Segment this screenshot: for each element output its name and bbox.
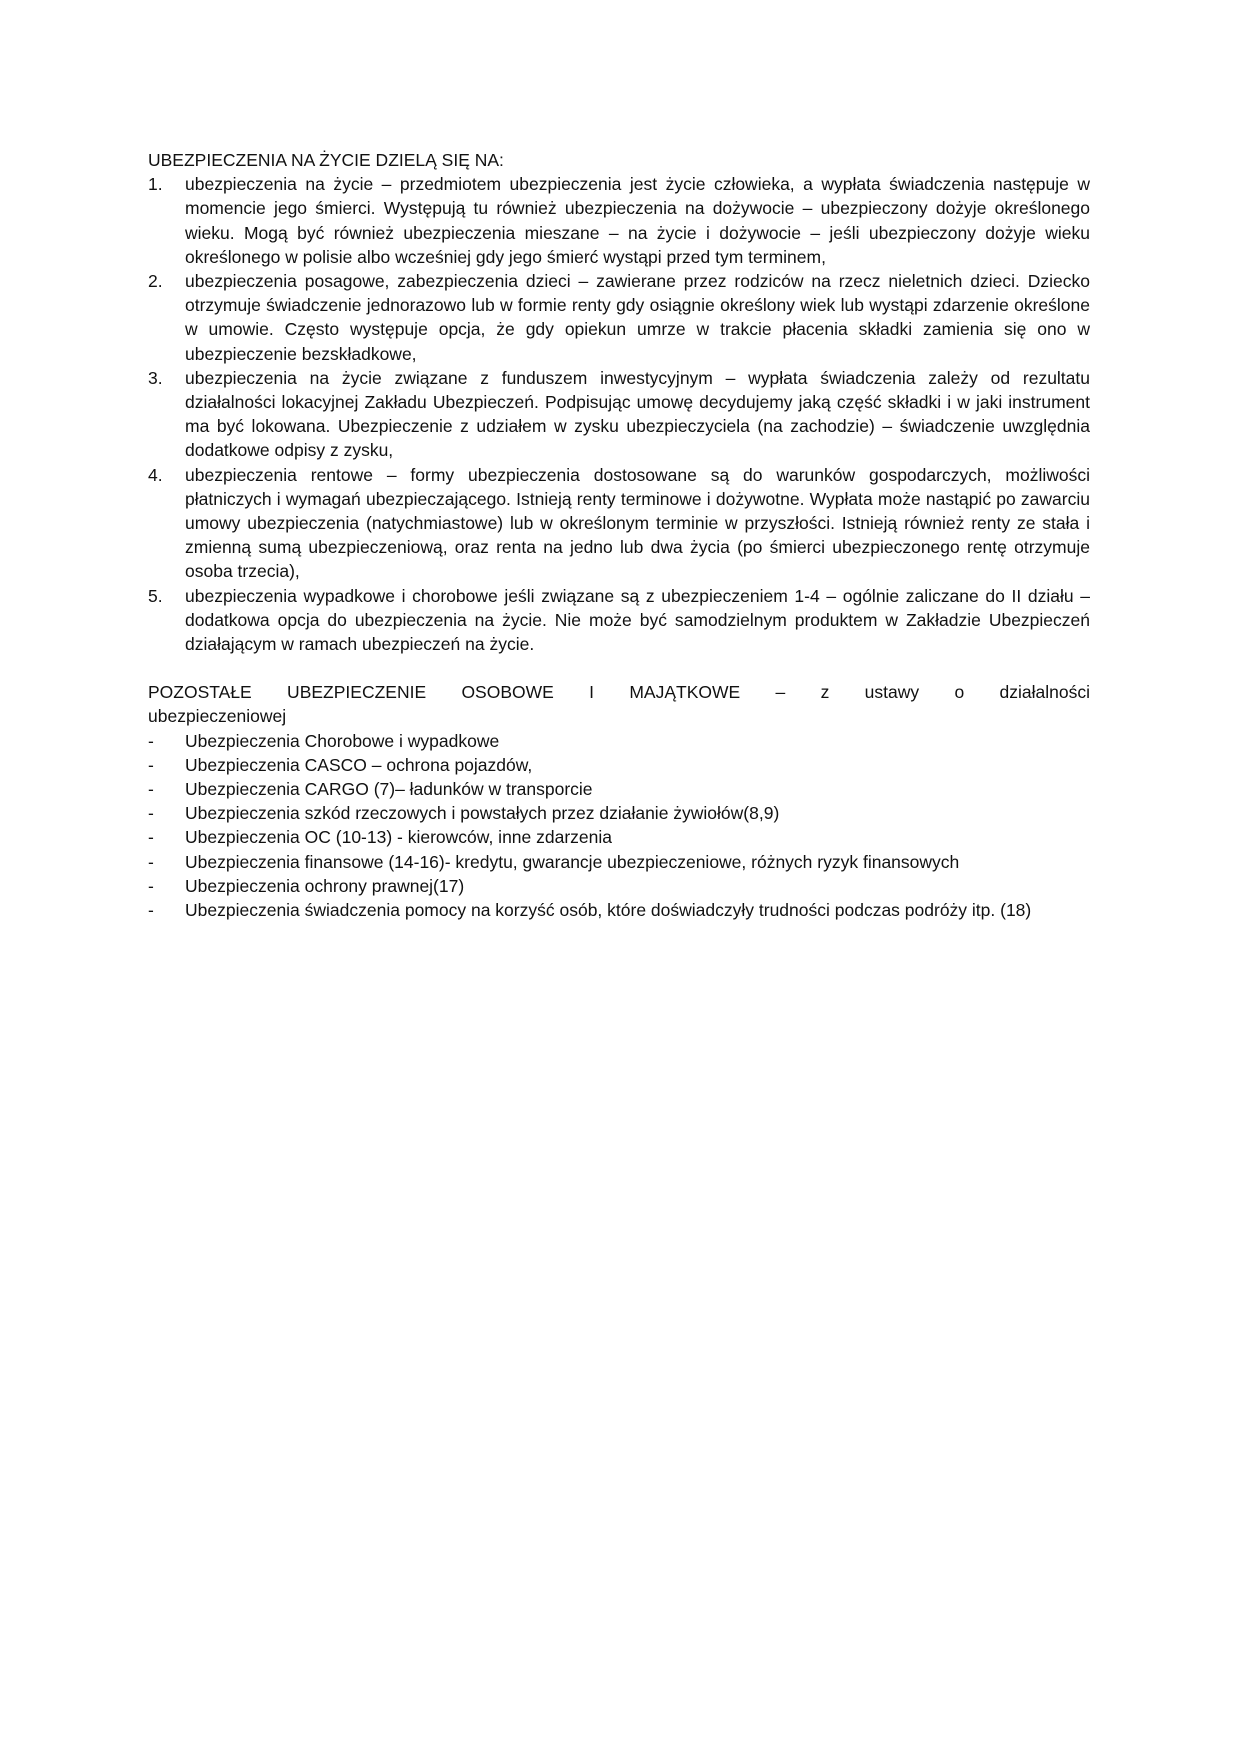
life-insurance-list <box>148 172 1090 656</box>
bullet-item-text: Ubezpieczenia OC (10-13) - kierowców, inne zdarzenia <box>185 827 613 848</box>
dash-bullet: - <box>148 803 154 824</box>
bullet-item-text: Ubezpieczenia CARGO (7)– ładunków w transporcie <box>185 779 593 800</box>
bullet-item-text: Ubezpieczenia Chorobowe i wypadkowe <box>185 730 500 751</box>
list-item-text: ubezpieczenia wypadkowe i chorobowe jeśli związane są z ubezpieczeniem 1-4 – ogólnie zaliczane do II działu – dodatkowa opcja do ubezpieczenia na życie. Nie może być samodzielnym produktem w Zakładzie Ubezpieczeń działającym w ramach ubezpieczeń na życie. <box>185 585 1090 655</box>
list-item-text: ubezpieczenia na życie – przedmiotem ubezpieczenia jest życie człowieka, a wypłata świadczenia następuje w momencie jego śmierci. Występują tu również ubezpieczenia na dożywocie – ubezpieczony dożyje określonego wieku. Mogą być również ubezpieczenia mieszane – na życie i dożywocie – jeśli ubezpieczony dożyje wieku określonego w polisie albo wcześniej gdy jego śmierć wystąpi przed tym terminem, <box>185 174 1090 267</box>
bullet-item-text: Ubezpieczenia ochrony prawnej(17) <box>185 875 465 896</box>
dash-bullet: - <box>148 851 154 872</box>
list-item <box>148 172 1090 269</box>
bullet-item <box>148 825 1090 849</box>
bullet-item <box>148 874 1090 898</box>
dash-bullet: - <box>148 900 154 921</box>
dash-bullet: - <box>148 827 154 848</box>
dash-bullet: - <box>148 754 154 775</box>
bullet-item <box>148 753 1090 777</box>
bullet-item-text: Ubezpieczenia świadczenia pomocy na korzyść osób, które doświadczyły trudności podczas podróży itp. (18) <box>185 900 1032 921</box>
list-item <box>148 463 1090 584</box>
dash-bullet: - <box>148 779 154 800</box>
section1-heading: UBEZPIECZENIA NA ŻYCIE DZIELĄ SIĘ NA: <box>148 150 504 170</box>
dash-bullet: - <box>148 875 154 896</box>
list-item-number: 1. <box>148 174 163 195</box>
list-item-text: ubezpieczenia na życie związane z funduszem inwestycyjnym – wypłata świadczenia zależy od rezultatu działalności lokacyjnej Zakładu Ubezpieczeń. Podpisując umowę decydujemy jaką część składki i w jaki instrument ma być lokowana. Ubezpieczenie z udziałem w zysku ubezpieczyciela (na zachodzie) – świadczenie uwzględnia dodatkowe odpisy z zysku, <box>185 367 1090 461</box>
section2 <box>148 680 1090 922</box>
list-item-number: 4. <box>148 464 163 485</box>
list-item-number: 3. <box>148 367 163 388</box>
section2-heading-continuation: ubezpieczeniowej <box>148 706 287 727</box>
bullet-item <box>148 801 1090 825</box>
list-item-text: ubezpieczenia posagowe, zabezpieczenia dzieci – zawierane przez rodziców na rzecz nieletnich dzieci. Dziecko otrzymuje świadczenie jednorazowo lub w formie renty gdy osiągnie określony wiek lub wystąpi zdarzenie określone w umowie. Często występuje opcja, że gdy opiekun umrze w trakcie płacenia składki zamienia się ono w ubezpieczenie bezskładkowe, <box>185 271 1090 364</box>
document-page <box>148 148 1090 922</box>
bullet-item <box>148 898 1090 922</box>
list-item-text: ubezpieczenia rentowe – formy ubezpieczenia dostosowane są do warunków gospodarczych, możliwości płatniczych i wymagań ubezpieczającego. Istnieją renty terminowe i dożywotne. Wypłata może nastąpić po zawarciu umowy ubezpieczenia (natychmiastowe) lub w określonym terminie w przyszłości. Istnieją również renty ze stała i zmienną sumą ubezpieczeniową, oraz renta na jedno lub dwa życia (po śmierci ubezpieczonego rentę otrzymuje osoba trzecia), <box>185 464 1090 582</box>
other-insurance-list <box>148 729 1090 923</box>
bullet-item <box>148 729 1090 753</box>
list-item <box>148 366 1090 463</box>
bullet-item-text: Ubezpieczenia CASCO – ochrona pojazdów, <box>185 754 533 775</box>
bullet-item <box>148 777 1090 801</box>
section2-heading: POZOSTAŁE UBEZPIECZENIE OSOBOWE I MAJĄTKOWE – z ustawy o działalności <box>148 682 1090 703</box>
list-item <box>148 584 1090 657</box>
bullet-item <box>148 850 1090 874</box>
bullet-item-text: Ubezpieczenia finansowe (14-16)- kredytu, gwarancje ubezpieczeniowe, różnych ryzyk finansowych <box>185 851 960 872</box>
list-item-number: 2. <box>148 271 163 292</box>
bullet-item-text: Ubezpieczenia szkód rzeczowych i powstałych przez działanie żywiołów(8,9) <box>185 803 780 824</box>
dash-bullet: - <box>148 730 154 751</box>
list-item <box>148 269 1090 366</box>
list-item-number: 5. <box>148 585 163 606</box>
